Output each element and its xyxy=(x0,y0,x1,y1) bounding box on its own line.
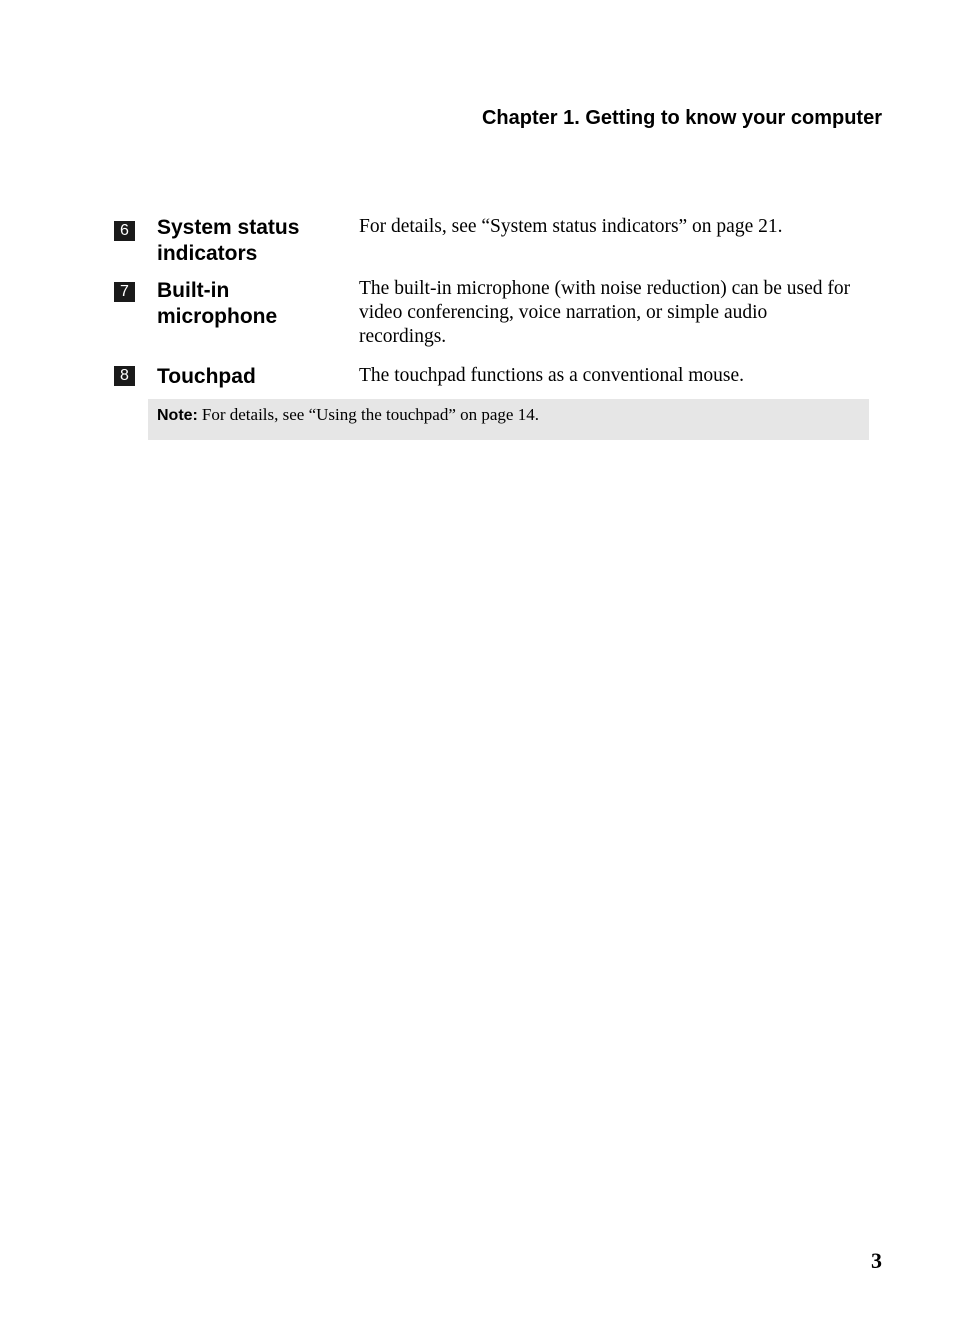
item-number-badge: 8 xyxy=(114,366,135,386)
item-number-badge: 6 xyxy=(114,221,135,241)
item-description: For details, see “System status indicators” on page 21. xyxy=(359,216,783,237)
item-term: System status indicators xyxy=(157,216,300,265)
item-term: Built-in microphone xyxy=(157,279,278,328)
item-description: The touchpad functions as a conventional mouse. xyxy=(359,365,745,386)
note xyxy=(157,405,539,426)
chapter-title: Chapter 1. Getting to know your computer xyxy=(481,107,882,129)
item-number-badge: 7 xyxy=(114,282,135,302)
page-number: 3 xyxy=(871,1248,882,1273)
note-text: For details, see “Using the touchpad” on page 14. xyxy=(201,405,539,424)
item-description: The built-in microphone (with noise reduction) can be used for video conferencing, voice narration, or simple audio recordings. xyxy=(359,278,851,347)
note-label: Note: xyxy=(157,407,198,424)
item-term: Touchpad xyxy=(157,365,256,388)
note-box xyxy=(148,399,869,440)
